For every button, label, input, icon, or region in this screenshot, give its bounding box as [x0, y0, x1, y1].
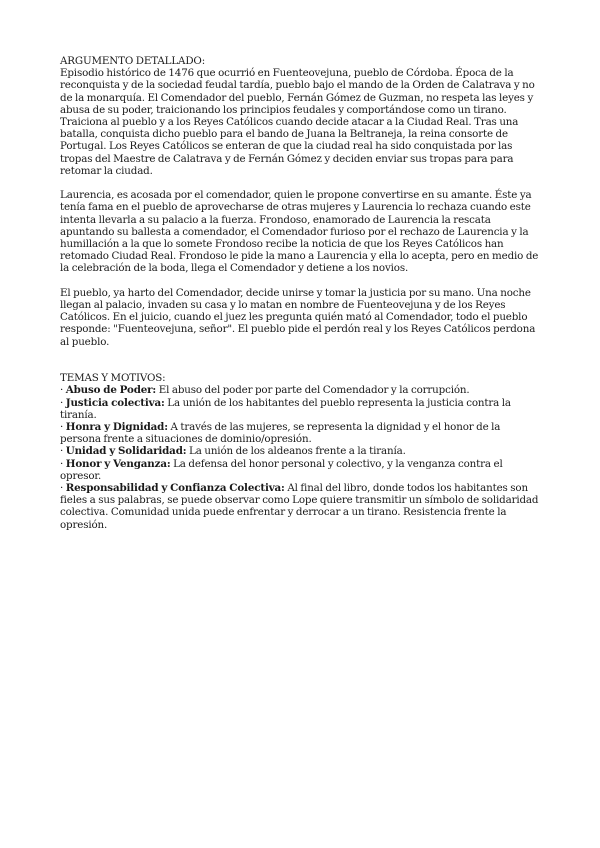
theme-term: Justicia colectiva:	[65, 396, 165, 409]
bullet: ·	[60, 421, 64, 434]
theme-description: Al final del libro, donde todos los habitantes son fieles a sus palabras, se puede observar como Lope quiere transmitir un símbolo de solidaridad colectiva. Comunidad unida puede enfrentar y derrocar a un tirano. Resistencia frente la opresión.	[60, 482, 539, 531]
bullet: ·	[60, 482, 64, 495]
themes-list	[60, 384, 540, 530]
theme-description: A través de las mujeres, se representa la dignidad y el honor de la persona frente a situaciones de dominio/opresión.	[60, 421, 501, 446]
theme-description: La unión de los habitantes del pueblo representa la justicia contra la tiranía.	[60, 396, 511, 421]
theme-term: Unidad y Solidaridad:	[65, 445, 187, 458]
bullet: ·	[60, 445, 64, 458]
argument-section	[60, 55, 540, 348]
argument-heading: ARGUMENTO DETALLADO:	[60, 55, 206, 67]
theme-item-justicia	[60, 397, 540, 421]
bullet: ·	[60, 457, 64, 470]
paragraph-spacer	[60, 275, 540, 287]
themes-section	[60, 372, 540, 531]
theme-term: Honra y Dignidad:	[65, 421, 168, 434]
theme-description: La unión de los aldeanos frente a la tiranía.	[186, 445, 406, 458]
theme-description: La defensa del honor personal y colectivo, y la venganza contra el opresor.	[60, 457, 503, 482]
theme-item-honra	[60, 421, 540, 445]
theme-term: Responsabilidad y Confianza Colectiva:	[65, 482, 285, 495]
theme-description: El abuso del poder por parte del Comendador y la corrupción.	[156, 384, 470, 397]
theme-term: Honor y Venganza:	[65, 457, 171, 470]
bullet: ·	[60, 396, 64, 409]
theme-item-responsabilidad	[60, 482, 540, 531]
theme-item-abuso	[60, 384, 540, 396]
theme-item-unidad	[60, 445, 540, 457]
paragraph-spacer	[60, 177, 540, 189]
argument-paragraph-2: Laurencia, es acosada por el comendador, quien le propone convertirse en su amante. Éste ya tenía fama en el pueblo de aprovecharse de otras mujeres y Laurencia lo rechaza cuando este intenta llevarla a su palacio a la fuerza. Frondoso, enamorado de Laurencia la rescata apuntando su ballesta a comendador, el Comendador furioso por el rechazo de Laurencia y la humillación a la que lo somete Frondoso recibe la noticia de que los Reyes Católicos han retomado Ciudad Real. Frondoso le pide la mano a Laurencia y ella lo acepta, pero en medio de la celebración de la boda, llega el Comendador y detiene a los novios.	[60, 189, 539, 275]
bullet: ·	[60, 384, 64, 397]
theme-term: Abuso de Poder:	[65, 384, 157, 397]
argument-paragraph-3: El pueblo, ya harto del Comendador, decide unirse y tomar la justicia por su mano. Una noche llegan al palacio, invaden su casa y lo matan en nombre de Fuenteovejuna y de los Reyes Católicos. En el juicio, cuando el juez les pregunta quién mató al Comendador, todo el pueblo responde: "Fuenteovejuna, señor". El pueblo pide el perdón real y los Reyes Católicos perdona al pueblo.	[60, 286, 536, 348]
argument-paragraph-1: Episodio histórico de 1476 que ocurrió en Fuenteovejuna, pueblo de Córdoba. Época de la reconquista y de la sociedad feudal tardía, pueblo bajo el mando de la Orden de Calatrava y no de la monarquía. El Comendador del pueblo, Fernán Gómez de Guzman, no respeta las leyes y abusa de su poder, traicionando los principios feudales y comportándose como un tirano. Traiciona al pueblo y a los Reyes Católicos cuando decide atacar a la Ciudad Real. Tras una batalla, conquista dicho pueblo para el bando de Juana la Beltraneja, la reina consorte de Portugal. Los Reyes Católicos se enteran de que la ciudad real ha sido conquistada por las tropas del Maestre de Calatrava y de Fernán Gómez y deciden enviar sus tropas para para retomar la ciudad.	[60, 67, 535, 177]
section-spacer	[60, 348, 540, 372]
theme-item-honor	[60, 458, 540, 482]
themes-heading: TEMAS Y MOTIVOS:	[60, 372, 166, 385]
